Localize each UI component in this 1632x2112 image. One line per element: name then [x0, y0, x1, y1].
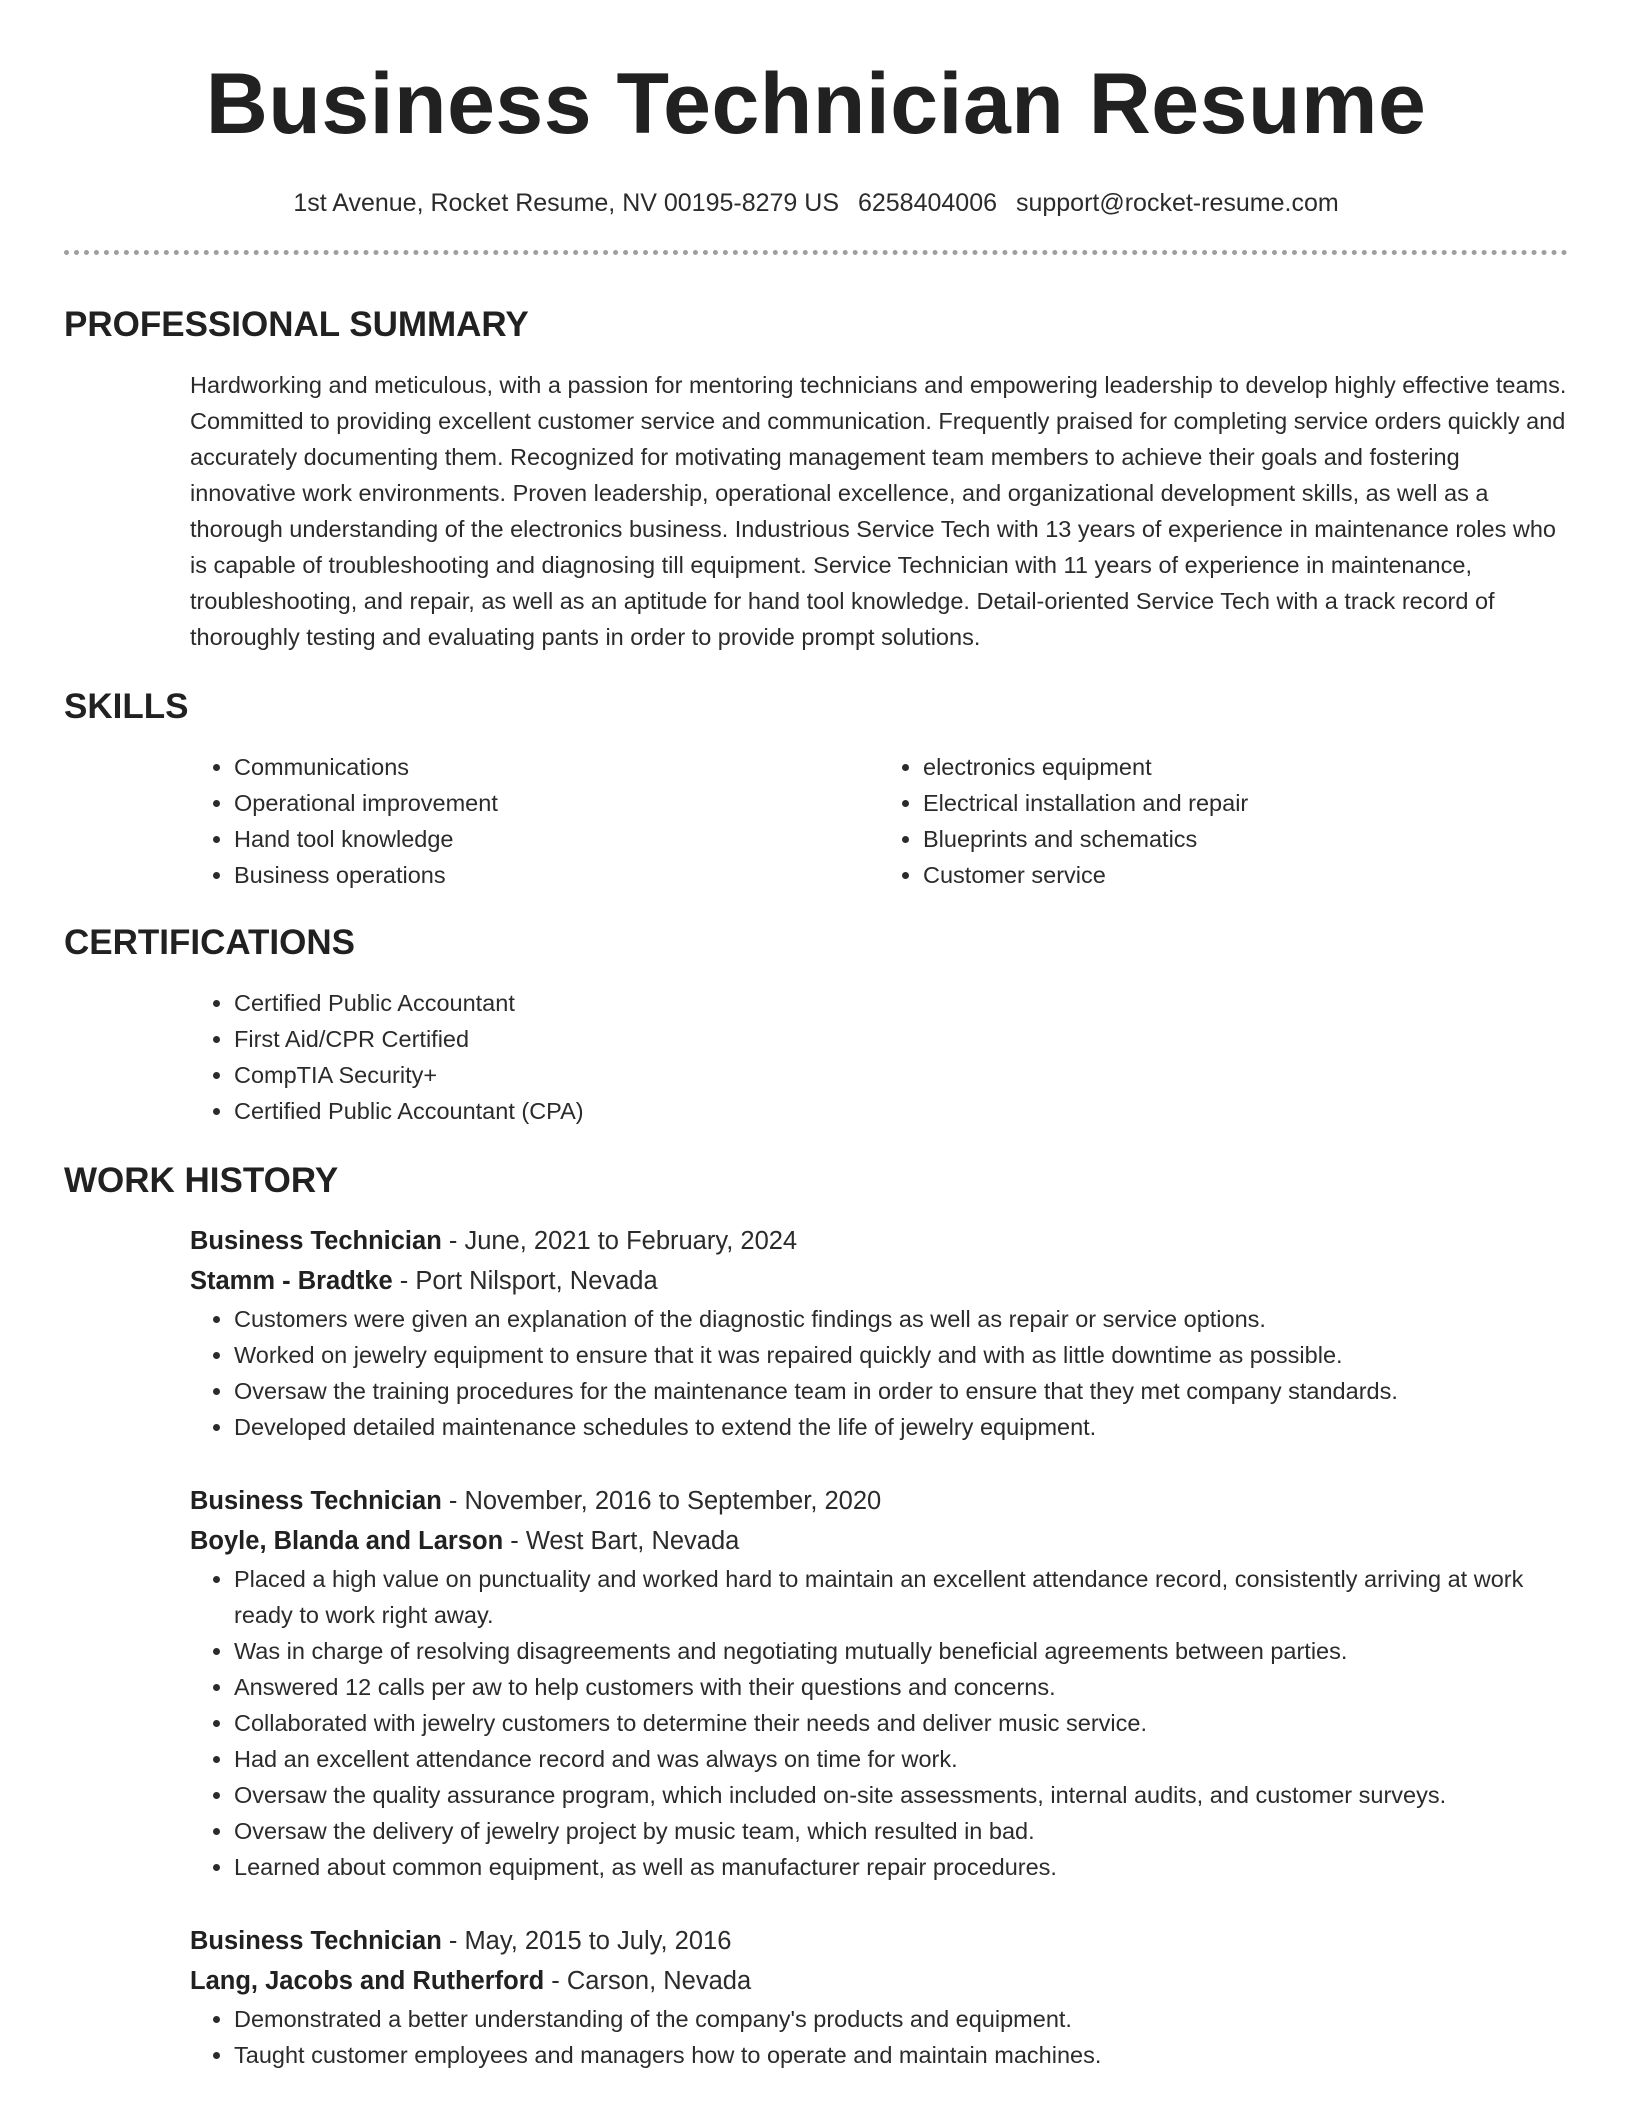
skill-item: • Hand tool knowledge	[234, 821, 879, 857]
job-title-line	[190, 1221, 1568, 1261]
job-title: Business Technician	[190, 1227, 442, 1255]
work-history-heading: WORK HISTORY	[64, 1161, 339, 1200]
job-title: Business Technician	[190, 1487, 442, 1515]
job-bullet: • Demonstrated a better understanding of the company's products and equipment.	[234, 2001, 1568, 2037]
job-company: Boyle, Blanda and Larson	[190, 1527, 504, 1555]
skill-item: • Business operations	[234, 857, 879, 893]
job-company: Stamm - Bradtke	[190, 1267, 393, 1295]
contact-line	[64, 188, 1568, 218]
job-entry	[190, 1481, 1568, 1885]
job-entry	[190, 1221, 1568, 1445]
certification-item: • CompTIA Security+	[234, 1057, 1568, 1093]
skill-item: • Electrical installation and repair	[923, 785, 1568, 821]
contact-address: 1st Avenue, Rocket Resume, NV 00195-8279 US	[293, 189, 840, 217]
job-location: - Port Nilsport, Nevada	[392, 1267, 658, 1295]
job-entry	[190, 1921, 1568, 2073]
summary-text: Hardworking and meticulous, with a passion for mentoring technicians and empowering leadership to develop highly effective teams. Committed to providing excellent customer service and communication. Frequently praised for completing service orders quickly and accurately documenting them. Recognized for motivating management team members to achieve their goals and fostering innovative work environments. Proven leadership, operational excellence, and organizational development skills, as well as a thorough understanding of the electronics business. Industrious Service Tech with 13 years of experience in maintenance roles who is capable of troubleshooting and diagnosing till equipment. Service Technician with 11 years of experience in maintenance, troubleshooting, and repair, as well as an aptitude for hand tool knowledge. Detail-oriented Service Tech with a track record of thoroughly testing and evaluating pants in order to provide prompt solutions.	[190, 372, 1567, 650]
job-bullet: • Answered 12 calls per aw to help customers with their questions and concerns.	[234, 1669, 1568, 1705]
certification-item: • Certified Public Accountant (CPA)	[234, 1093, 1568, 1129]
job-company-line	[190, 1961, 1568, 2001]
job-title-line	[190, 1921, 1568, 1961]
skill-item: • electronics equipment	[923, 749, 1568, 785]
skill-item: • Customer service	[923, 857, 1568, 893]
certification-item: • Certified Public Accountant	[234, 985, 1568, 1021]
resume-page	[64, 0, 1568, 2073]
job-dates: - June, 2021 to February, 2024	[441, 1227, 798, 1255]
job-title: Business Technician	[190, 1927, 442, 1955]
job-company: Lang, Jacobs and Rutherford	[190, 1967, 545, 1995]
summary-heading: PROFESSIONAL SUMMARY	[64, 305, 529, 344]
skills-column-left	[190, 749, 879, 893]
job-location: - West Bart, Nevada	[503, 1527, 740, 1555]
skills-column-right	[879, 749, 1568, 893]
skills-list	[190, 749, 1568, 893]
job-bullet: • Oversaw the training procedures for the maintenance team in order to ensure that they met company standards.	[234, 1373, 1568, 1409]
job-bullet: • Worked on jewelry equipment to ensure that it was repaired quickly and with as little downtime as possible.	[234, 1337, 1568, 1373]
certifications-list	[190, 985, 1568, 1129]
certification-item: • First Aid/CPR Certified	[234, 1021, 1568, 1057]
job-bullet: • Customers were given an explanation of the diagnostic findings as well as repair or service options.	[234, 1301, 1568, 1337]
job-bullet: • Learned about common equipment, as well as manufacturer repair procedures.	[234, 1849, 1568, 1885]
job-location: - Carson, Nevada	[544, 1967, 752, 1995]
skill-item: • Operational improvement	[234, 785, 879, 821]
job-bullets	[190, 2001, 1568, 2073]
job-title-line	[190, 1481, 1568, 1521]
contact-phone: 6258404006	[857, 189, 998, 217]
job-bullet: • Collaborated with jewelry customers to determine their needs and deliver music service.	[234, 1705, 1568, 1741]
job-dates: - November, 2016 to September, 2020	[441, 1487, 882, 1515]
job-company-line	[190, 1521, 1568, 1561]
certifications-heading: CERTIFICATIONS	[64, 923, 356, 962]
job-bullet: • Taught customer employees and managers how to operate and maintain machines.	[234, 2037, 1568, 2073]
job-bullet: • Oversaw the quality assurance program, which included on-site assessments, internal audits, and customer surveys.	[234, 1777, 1568, 1813]
skill-item: • Blueprints and schematics	[923, 821, 1568, 857]
job-dates: - May, 2015 to July, 2016	[441, 1927, 732, 1955]
certifications-items	[190, 985, 1568, 1129]
skills-heading: SKILLS	[64, 687, 189, 726]
job-bullet: • Oversaw the delivery of jewelry project by music team, which resulted in bad.	[234, 1813, 1568, 1849]
job-bullet: • Was in charge of resolving disagreements and negotiating mutually beneficial agreements between parties.	[234, 1633, 1568, 1669]
job-bullet: • Developed detailed maintenance schedules to extend the life of jewelry equipment.	[234, 1409, 1568, 1445]
job-bullets	[190, 1301, 1568, 1445]
header-divider	[64, 250, 1568, 255]
job-bullet: • Had an excellent attendance record and was always on time for work.	[234, 1741, 1568, 1777]
job-bullets	[190, 1561, 1568, 1885]
page-title: Business Technician Resume	[205, 56, 1427, 152]
skill-item: • Communications	[234, 749, 879, 785]
job-company-line	[190, 1261, 1568, 1301]
contact-email: support@rocket-resume.com	[1015, 189, 1339, 217]
job-bullet: • Placed a high value on punctuality and worked hard to maintain an excellent attendance record, consistently arriving at work ready to work right away.	[234, 1561, 1568, 1633]
